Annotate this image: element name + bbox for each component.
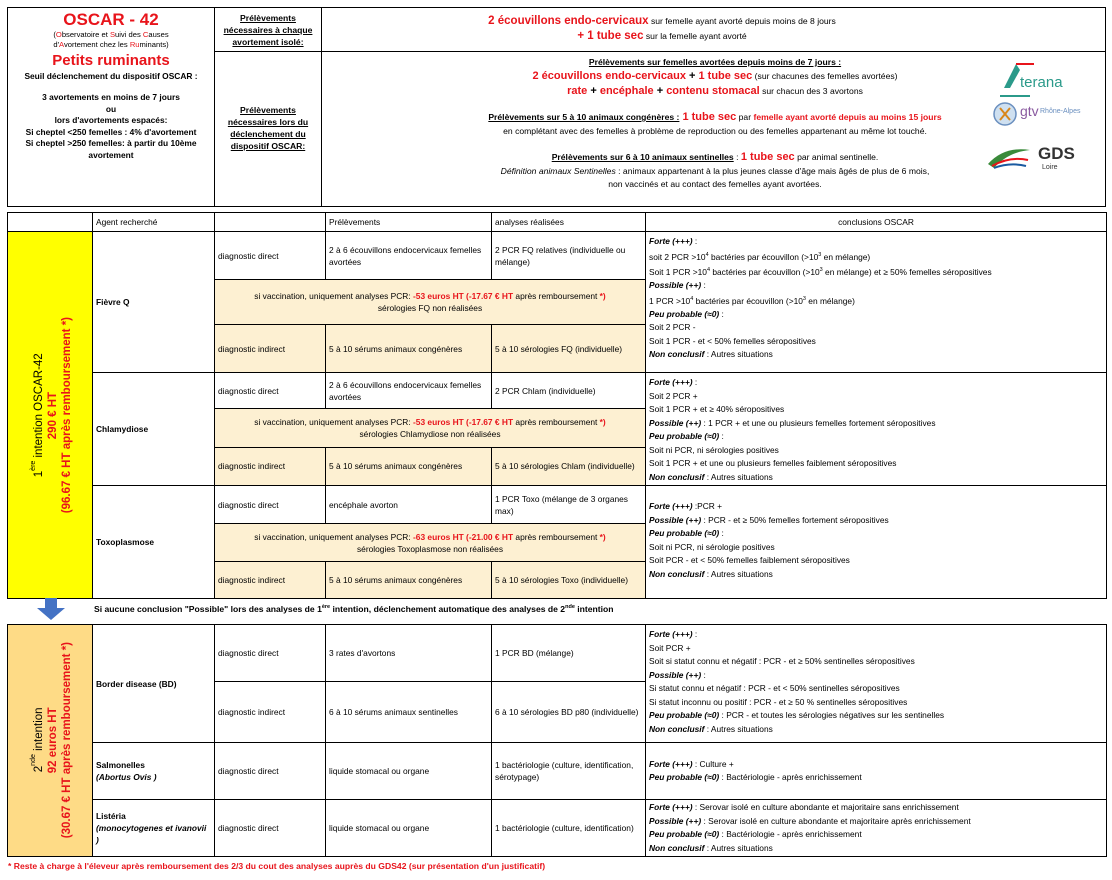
gds-sub: Loire [1042,164,1058,171]
second-intention-table [7,624,1107,857]
analyses-cell: 6 à 10 sérologies BD p80 (individuelle) [492,682,646,743]
diag-direct: diagnostic direct [215,486,326,524]
conclusions-chlam: Forte (+++) : Soit 2 PCR + Soit 1 PCR + et ≥ 40% séropositives Possible (++) : 1 PCR + et une ou plusieurs femelles fortement séropositives Peu probable (≈0) : Soit ni PCR, ni sérologies positives Soit 1 PCR + et une ou plusieurs femelles faiblement séropositives Non conclusif : Autres situations [646,373,1107,486]
analyses-cell: 1 bactériologie (culture, identification) [492,800,646,857]
analyses-cell: 5 à 10 sérologies FQ (individuelle) [492,325,646,373]
vaccination-note-chlam: si vaccination, uniquement analyses PCR: -53 euros HT (-17.67 € HT après remboursement *) sérologies Chlamydiose non réalisées [215,409,646,447]
agent-chlamydiose: Chlamydiose [93,373,215,486]
prelev-cell: 2 à 6 écouvillons endocervicaux femelles avortées [326,373,492,409]
oscar-subtitle: (Observatoire et Suivi des Causes d'Avortement chez les Ruminants) [53,30,169,49]
first-intention-band: 1ère intention OSCAR-42 290 € HT (96.67 € HT après remboursement *) [8,232,93,599]
prelev-cell: 5 à 10 sérums animaux congénères [326,562,492,599]
terana-text: terana [1020,74,1063,91]
prelev-cell: 3 rates d'avortons [326,625,492,682]
prelev-cell: liquide stomacal ou organe [326,743,492,800]
analyses-cell: 1 bactériologie (culture, identification, sérotypage) [492,743,646,800]
table-row [8,800,1107,857]
gtv-text: gtv [1020,103,1039,119]
prelev-cell: encéphale avorton [326,486,492,524]
table-header-row [8,213,1107,232]
col-conclusions-header: conclusions OSCAR [646,213,1107,232]
conclusions-fievre: Forte (+++) : soit 2 PCR $>10^4$ bactéries par écouvillon ($>10^3$ en mélange) Soit 1 PCR $>10^4$ bactéries par écouvillon ($>10^3$ en mélange) et ≥ 50% femelles séropositives Possible (++) : 1 PCR $>10^4$ bactéries par écouvillon ($>10^3$ en mélange) Peu probable (≈0) : Soit 2 PCR - Soit 1 PCR - et < 50% femelles séropositives Non conclusif : Autres situations [646,232,1107,373]
header-divider-1 [214,7,215,207]
table-row [8,486,1107,524]
prelev-oscar-label: Prélèvements nécessaires lors du déclenchement du dispositif OSCAR: [227,105,309,151]
conclusions-listeria: Forte (+++) : Serovar isolé en culture abondante et majoritaire sans enrichissement Possible (++) : Serovar isolé en culture abondante et majoritaire après enrichissement Peu probable (≈0) : Bactériologie - après enrichissement Non conclusif : Autres situations [646,800,1107,857]
first-intention-table [7,212,1107,599]
analyses-cell: 2 PCR FQ relatives (individuelle ou mélange) [492,232,646,280]
block1-title: Prélèvements sur femelles avortées depuis moins de 7 jours : [588,57,842,67]
prelev-cell: 2 à 6 écouvillons endocervicaux femelles avortées [326,232,492,280]
agent-toxoplasmose: Toxoplasmose [93,486,215,599]
diag-direct: diagnostic direct [215,800,326,857]
table-row [8,743,1107,800]
analyses-cell: 2 PCR Chlam (individuelle) [492,373,646,409]
oscar-title: OSCAR - 42 [63,10,159,29]
diag-direct: diagnostic direct [215,743,326,800]
prelev-cell: 6 à 10 sérums animaux sentinelles [326,682,492,743]
col-agent-header: Agent recherché [93,213,215,232]
analyses-cell: 1 PCR Toxo (mélange de 3 organes max) [492,486,646,524]
analyses-cell: 5 à 10 sérologies Toxo (individuelle) [492,562,646,599]
agent-listeria: Listéria (monocytogenes et ivanovii ) [93,800,215,857]
header-divider-h [214,51,1106,52]
agent-salmonelles: Salmonelles (Abortus Ovis ) [93,743,215,800]
transition-note: Si aucune conclusion "Possible" lors des analyses de 1ère intention, déclenchement automatique des analyses de 2nde intention [94,604,614,614]
col-analyses-header: analyses réalisées [492,213,646,232]
analyses-cell: 5 à 10 sérologies Chlam (individuelle) [492,447,646,485]
diag-direct: diagnostic direct [215,625,326,682]
diag-indirect: diagnostic indirect [215,562,326,599]
prelev-cell: 5 à 10 sérums animaux congénères [326,447,492,485]
gds-text: GDS [1038,144,1075,163]
second-intention-band: 2nde intention 92 euros HT (30.67 € HT après remboursement *) [8,625,93,857]
gtv-mark-icon [992,100,1018,128]
oscar-content: Prélèvements sur femelles avortées depuis moins de 7 jours : 2 écouvillons endo-cervicaux + 1 tube sec (sur chacunes des femelles avortées) rate + encéphale + contenu stomacal sur chacun des 3 avortons Prélèvements sur 5 à 10 animaux congénères : 1 tube sec par femelle ayant avorté depuis au moins 15 jours en complétant avec des femelles à problème de reproduction ou des femelles appartenant au même lot touché. Prélèvements sur 6 à 10 animaux sentinelles : 1 tube sec par animal sentinelle. Définition animaux Sentinelles : animaux appartenant à la plus jeunes classe d'âge mais âgés de plus de 6 mois, non vaccinés et au contact des femelles ayant avortées. [450,56,980,191]
seuil-label: Seuil déclenchement du dispositif OSCAR : [24,71,198,81]
col-prelev-header: Prélèvements [326,213,492,232]
table-row [8,232,1107,280]
conclusions-bd: Forte (+++) : Soit PCR + Soit si statut connu et négatif : PCR - et ≥ 50% sentinelles séropositives Possible (++) : Si statut connu et négatif : PCR - et < 50% sentinelles séropositives Si statut inconnu ou positif : PCR - et ≥ 50 % sentinelles séropositives Peu probable (≈0) : PCR - et toutes les sérologies négatives sur les sentinelles Non conclusif : Autres situations [646,625,1107,743]
table-row [8,373,1107,409]
diag-direct: diagnostic direct [215,232,326,280]
oscar-cell [8,10,214,161]
arrow-down-icon [36,598,66,620]
diag-indirect: diagnostic indirect [215,682,326,743]
gtv-sub: Rhône-Alpes [1040,108,1081,115]
prelev-isole-label: Prélèvements nécessaires à chaque avortement isolé: [223,13,313,47]
footer-note: * Reste à charge à l'éleveur après remboursement des 2/3 du cout des analyses auprès du GDS42 (sur présentation d'un justificatif) [8,861,546,871]
diag-indirect: diagnostic indirect [215,325,326,373]
agent-fievre-q: Fièvre Q [93,232,215,373]
analyses-cell: 1 PCR BD (mélange) [492,625,646,682]
seuil-details: 3 avortements en moins de 7 jours ou lors d'avortements espacés: Si cheptel <250 femelles : 4% d'avortement Si cheptel >250 femelles: à partir du 10ème avortement [25,92,197,160]
petits-ruminants: Petits ruminants [52,52,170,69]
gtv-logo [992,100,1082,130]
vaccination-note-toxo: si vaccination, uniquement analyses PCR: -63 euros HT (-21.00 € HT après remboursement *) sérologies Toxoplasmose non réalisées [215,524,646,562]
prelev-cell: 5 à 10 sérums animaux congénères [326,325,492,373]
gds-logo [984,142,1094,178]
isole-content: 2 écouvillons endo-cervicaux sur femelle ayant avorté depuis moins de 8 jours + 1 tube sec sur la femelle ayant avorté [488,15,836,42]
agent-border-disease: Border disease (BD) [93,625,215,743]
terana-logo [990,56,1070,100]
prelev-cell: liquide stomacal ou organe [326,800,492,857]
table-row [8,625,1107,682]
conclusions-salm: Forte (+++) : Culture + Peu probable (≈0) : Bactériologie - après enrichissement [646,743,1107,800]
diag-direct: diagnostic direct [215,373,326,409]
conclusions-toxo: Forte (+++) :PCR + Possible (++) : PCR - et ≥ 50% femelles fortement séropositives Peu probable (≈0) : Soit ni PCR, ni sérologie positives Soit PCR - et < 50% femelles faiblement séropositives Non conclusif : Autres situations [646,486,1107,599]
gds-mark-icon [984,142,1034,172]
diag-indirect: diagnostic indirect [215,447,326,485]
vaccination-note-fievre: si vaccination, uniquement analyses PCR: -53 euros HT (-17.67 € HT après remboursement *) sérologies FQ non réalisées [215,280,646,325]
